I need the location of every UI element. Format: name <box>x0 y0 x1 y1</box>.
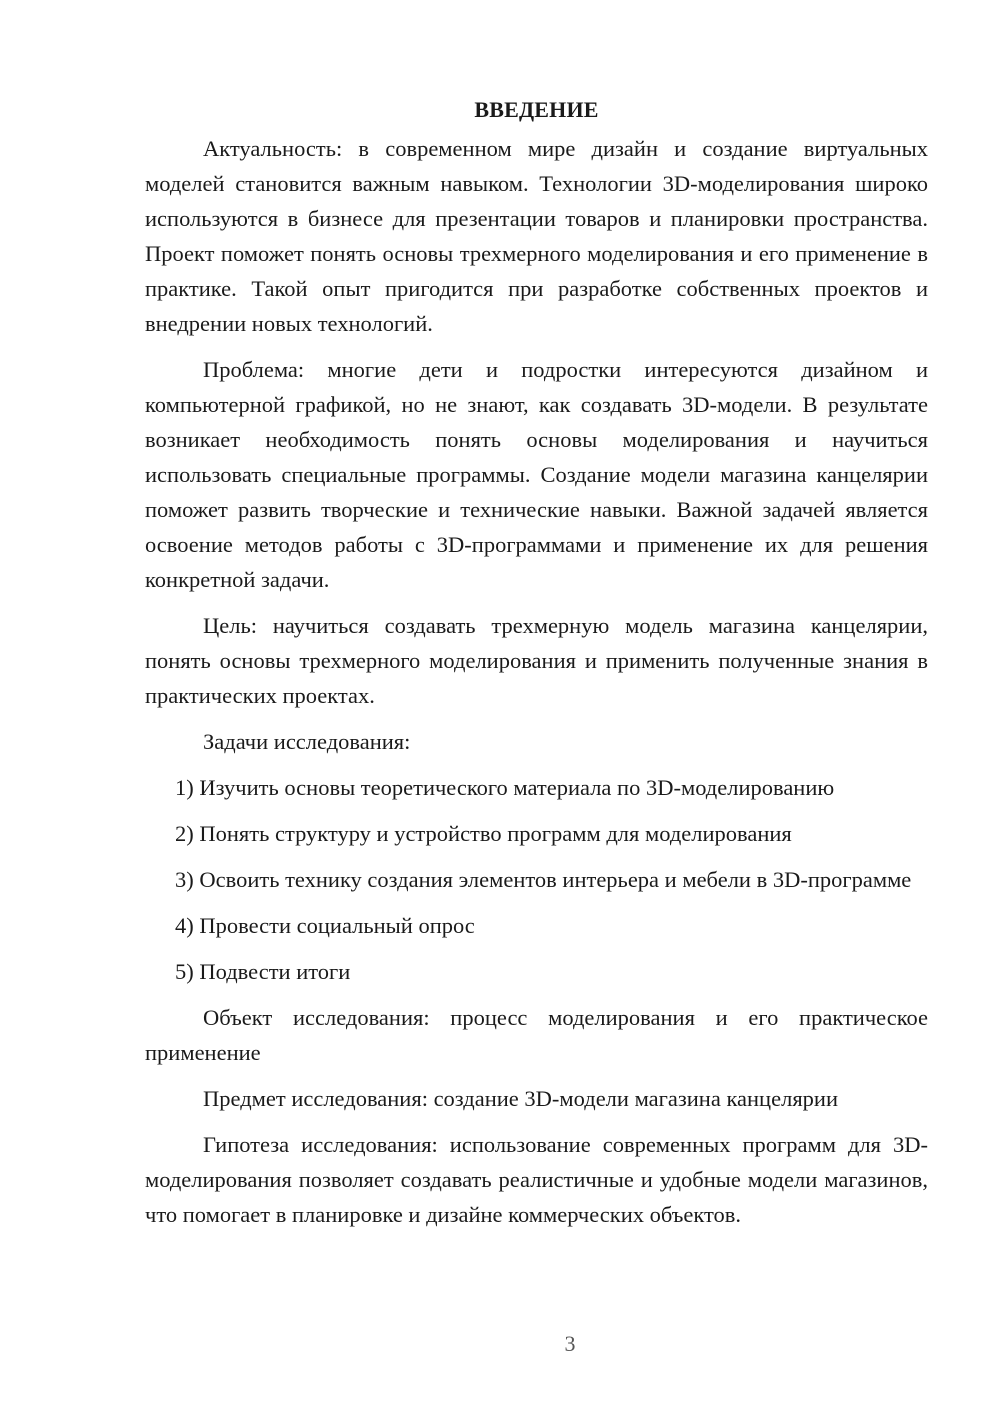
paragraph-object: Объект исследования: процесс моделирования и его практическое применение <box>145 1005 928 1065</box>
page-title: ВВЕДЕНИЕ <box>474 97 599 122</box>
paragraph-hypothesis: Гипотеза исследования: использование современных программ для 3D-моделирования позволяет создавать реалистичные и удобные модели магазинов, что помогает в планировке и дизайне коммерческих объектов. <box>145 1132 928 1227</box>
paragraph-relevance: Актуальность: в современном мире дизайн и создание виртуальных моделей становится важным навыком. Технологии 3D-моделирования широко используются в бизнесе для презентации товаров и планировки пространства. Проект поможет понять основы трехмерного моделирования и его применение в практике. Такой опыт пригодится при разработке собственных проектов и внедрении новых технологий. <box>145 136 928 336</box>
list-item-task-3: 3) Освоить технику создания элементов интерьера и мебели в 3D-программе <box>175 867 912 892</box>
page-number: 3 <box>564 1331 576 1356</box>
paragraph-tasks-heading: Задачи исследования: <box>203 729 411 754</box>
paragraph-subject: Предмет исследования: создание 3D-модели магазина канцелярии <box>203 1086 838 1111</box>
paragraph-problem: Проблема: многие дети и подростки интересуются дизайном и компьютерной графикой, но не знают, как создавать 3D-модели. В результате возникает необходимость понять основы моделирования и научиться использовать специальные программы. Создание модели магазина канцелярии поможет развить творческие и технические навыки. Важной задачей является освоение методов работы с 3D-программами и применение их для решения конкретной задачи. <box>145 357 928 592</box>
list-item-task-5: 5) Подвести итоги <box>175 959 351 984</box>
list-item-task-2: 2) Понять структуру и устройство программ для моделирования <box>175 821 792 846</box>
list-item-task-4: 4) Провести социальный опрос <box>175 913 475 938</box>
document-body <box>145 92 928 1232</box>
list-item-task-1: 1) Изучить основы теоретического материала по 3D-моделированию <box>175 775 835 800</box>
paragraph-goal: Цель: научиться создавать трехмерную модель магазина канцелярии, понять основы трехмерного моделирования и применить полученные знания в практических проектах. <box>145 613 928 708</box>
